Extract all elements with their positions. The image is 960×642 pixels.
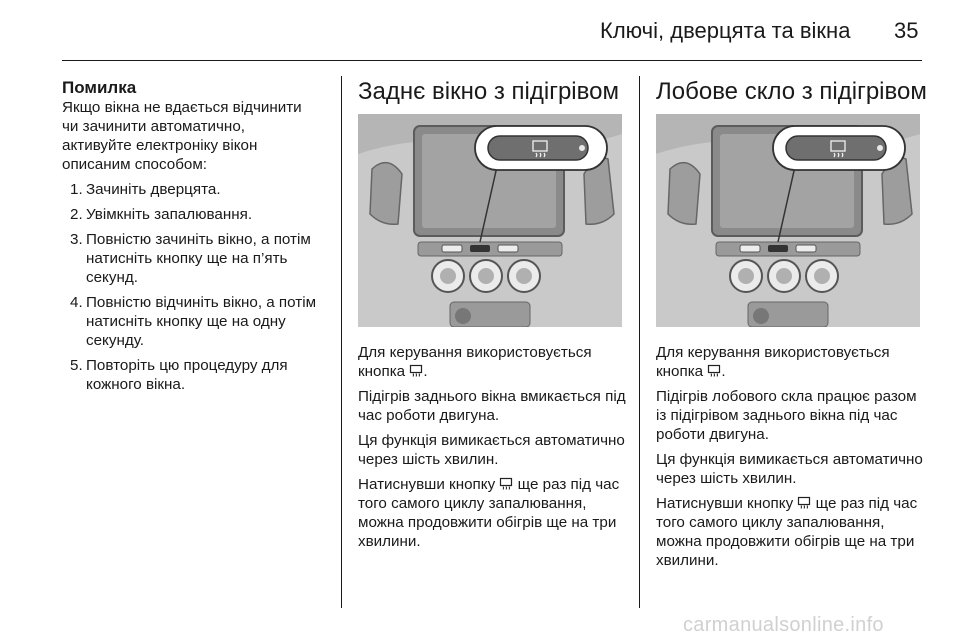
defrost-button-callout <box>488 136 588 160</box>
column-error <box>62 78 332 400</box>
intro-line: чи зачинити автоматично, <box>62 118 245 135</box>
rear-defrost-icon <box>499 477 513 491</box>
intro-line: Якщо вікна не вдається відчинити <box>62 99 302 116</box>
rear-defrost-icon <box>707 364 721 378</box>
rear-paragraph-4 <box>358 475 628 551</box>
error-intro <box>62 98 332 174</box>
rear-paragraph-1: Для керування використовується кнопка . <box>358 344 592 380</box>
windscreen-paragraph-1: Для керування використовується кнопка . <box>656 344 890 380</box>
step-text: Зачиніть дверцята. <box>86 181 221 198</box>
page-title: Ключі, дверцята та вікна <box>600 18 851 43</box>
step-number: 1. <box>70 181 83 198</box>
step-item <box>62 180 332 199</box>
step-text: Повторіть цю процедуру для кожного вікна. <box>86 357 288 393</box>
step-text: Увімкніть запалювання. <box>86 206 253 223</box>
step-number: 3. <box>70 231 83 248</box>
watermark: carmanualsonline.info <box>683 614 884 636</box>
left-air-vent <box>668 163 700 225</box>
rear-paragraph-3: Ця функція вимикається автоматично через шість хвилин. <box>358 432 625 468</box>
rear-defrost-icon <box>409 364 423 378</box>
text-span: Для керування використовується кнопка <box>656 344 890 380</box>
procedure-steps <box>62 180 332 394</box>
step-number: 2. <box>70 206 83 223</box>
windscreen-paragraph-4 <box>656 494 926 570</box>
step-number: 5. <box>70 357 83 374</box>
rear-paragraph-2: Підігрів заднього вікна вмикається під час роботи двигуна. <box>358 388 626 424</box>
windscreen-paragraph-2: Підігрів лобового скла працює разом із підігрівом заднього вікна під час роботи двигуна. <box>656 388 917 443</box>
step-text: Повністю зачиніть вікно, а потім натисніть кнопку ще на п’ять секунд. <box>86 231 311 286</box>
text-span: Натиснувши кнопку <box>358 476 496 493</box>
dashboard-illustration-rear <box>358 114 622 327</box>
step-item <box>62 356 332 394</box>
column-divider-1 <box>341 76 342 608</box>
step-item <box>62 293 332 350</box>
text-span: ще раз під час того самого циклу запалювання, можна продовжити обігрів ще на три хвилини. <box>656 495 918 569</box>
header-divider <box>62 60 922 61</box>
defrost-button-callout <box>786 136 886 160</box>
step-item <box>62 205 332 224</box>
section-title-rear-window: Заднє вікно з підігрівом <box>358 78 619 105</box>
error-subheading: Помилка <box>62 78 137 97</box>
section-title-windscreen: Лобове скло з підігрівом <box>656 78 927 105</box>
dashboard-illustration-windscreen <box>656 114 920 327</box>
step-item <box>62 230 332 287</box>
step-text: Повністю відчиніть вікно, а потім натисніть кнопку ще на одну секунду. <box>86 294 317 349</box>
intro-line: описаним способом: <box>62 156 208 173</box>
left-air-vent <box>370 163 402 225</box>
column-divider-2 <box>639 76 640 608</box>
column-rear-window <box>358 78 628 557</box>
text-span: Натиснувши кнопку <box>656 495 794 512</box>
text-span: Для керування використовується кнопка <box>358 344 592 380</box>
step-number: 4. <box>70 294 83 311</box>
column-windscreen <box>656 78 926 576</box>
rear-defrost-icon <box>797 496 811 510</box>
intro-line: активуйте електроніку вікон <box>62 137 258 154</box>
page-number: 35 <box>894 18 919 43</box>
text-span: ще раз під час того самого циклу запалювання, можна продовжити обігрів ще на три хвилини. <box>358 476 620 550</box>
windscreen-paragraph-3: Ця функція вимикається автоматично через шість хвилин. <box>656 451 923 487</box>
